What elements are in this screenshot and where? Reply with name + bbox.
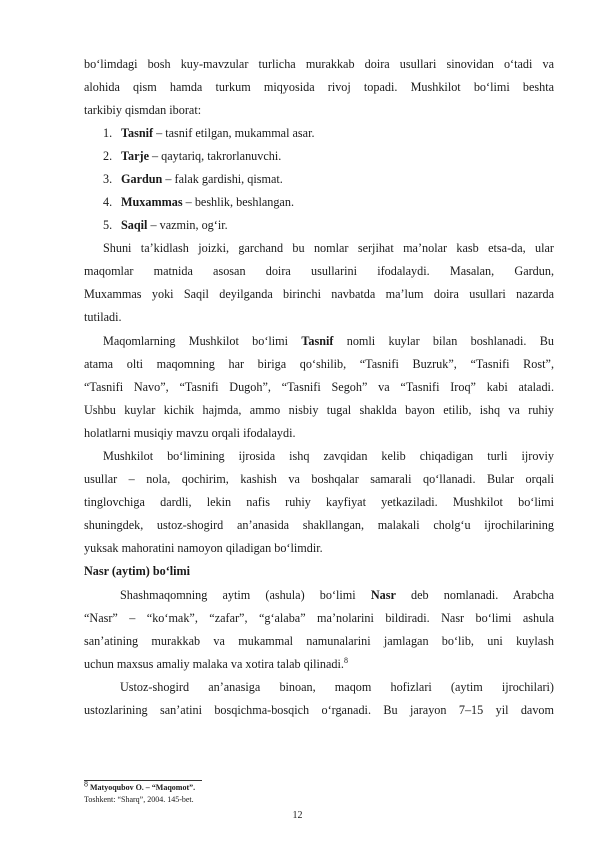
list-item [103, 125, 315, 141]
list-item [103, 194, 294, 210]
text-line: Mushkilot bo‘limining ijrosida ishq zavqidan kelib chiqadigan turli ijroviy [103, 449, 554, 463]
list-term: Muxammas [121, 195, 183, 209]
list-item [103, 148, 281, 164]
list-number: 4. [103, 195, 113, 209]
list-desc: – falak gardishi, qismat. [162, 172, 283, 186]
text-span: Maqomlarning Mushkilot bo‘limi [103, 334, 302, 348]
text-line: bo‘limdagi bosh kuy-mavzular turlicha murakkab doira usullari sinovidan o‘tadi va [84, 57, 554, 71]
list-desc: – beshlik, beshlangan. [182, 195, 294, 209]
text-line: “Tasnifi Navo”, “Tasnifi Dugoh”, “Tasnifi Segoh” va “Tasnifi Iroq” kabi ataladi. [84, 380, 554, 394]
list-number: 2. [103, 149, 113, 163]
term-bold: Nasr [370, 588, 396, 602]
list-term: Saqil [121, 218, 148, 232]
list-desc: – qaytariq, takrorlanuvchi. [148, 149, 282, 163]
page-number: 12 [292, 810, 303, 821]
text-line: usullar – nola, qochirim, kashish va boshqalar samarali qo‘llanadi. Bular orqali [84, 472, 554, 486]
text-span: Shashmaqomning aytim (ashula) bo‘limi [120, 588, 371, 602]
list-term: Tarje [121, 149, 149, 163]
footnote-separator [84, 780, 202, 781]
text-line [120, 587, 554, 603]
text-line: yuksak mahoratini namoyon qiladigan bo‘limdir. [84, 541, 323, 555]
text-line: holatlarni musiqiy mavzu orqali ifodalaydi. [84, 426, 296, 440]
list-number: 1. [103, 126, 113, 140]
footnote-reference: Matyoqubov O. – “Maqomot”. [88, 783, 196, 792]
footnote-number: 8 [84, 779, 88, 789]
text-span: deb nomlanadi. Arabcha [395, 588, 554, 602]
footnote [84, 779, 196, 793]
text-line: “Nasr” – “ko‘mak”, “zafar”, “g‘alaba” ma’nolarini bildiradi. Nasr bo‘limi ashula [84, 611, 554, 625]
text-span: uchun maxsus amaliy malaka va xotira talab qilinadi. [84, 657, 344, 671]
footnote-ref: 8 [343, 655, 348, 665]
text-line: Muxammas yoki Saqil deyilganda birinchi navbatda ma’lum doira usullari nazarda [84, 287, 554, 301]
list-number: 5. [103, 218, 113, 232]
list-item [103, 171, 283, 187]
text-line: san’atining murakkab va mukammal namunalarini jamlagan bo‘lib, uni kuylash [84, 634, 554, 648]
text-line: Ushbu kuylar kichik hajmda, ammo nisbiy tugal shaklda bayon etilib, ishq va ruhiy [84, 403, 554, 417]
text-line: shuningdek, ustoz-shogird an’anasida shakllangan, malakali cholg‘u ijrochilarining [84, 518, 554, 532]
text-line [103, 333, 554, 349]
list-item [103, 217, 228, 233]
text-line: atama olti maqomning har biriga qo‘shilib, “Tasnifi Buzruk”, “Tasnifi Rost”, [84, 357, 554, 371]
text-line: Shuni ta’kidlash joizki, garchand bu nomlar serjihat ma’nolar kasb etsa-da, ular [103, 241, 554, 255]
text-line: ustozlarining san’atini bosqichma-bosqich o‘rganadi. Bu jarayon 7–15 yil davom [84, 703, 554, 717]
list-desc: – tasnif etilgan, mukammal asar. [153, 126, 315, 140]
section-heading: Nasr (aytim) bo‘limi [84, 564, 191, 578]
list-desc: – vazmin, og‘ir. [147, 218, 228, 232]
text-span: nomli kuylar bilan boshlanadi. Bu [333, 334, 554, 348]
list-term: Tasnif [121, 126, 154, 140]
text-line: tutiladi. [84, 310, 122, 324]
text-line: tarkibiy qismdan iborat: [84, 103, 202, 117]
term-bold: Tasnif [301, 334, 334, 348]
text-line [84, 656, 554, 672]
list-term: Gardun [121, 172, 163, 186]
text-line: tinglovchiga dardli, lekin nafis ruhiy kayfiyat yetkaziladi. Mushkilot bo‘limi [84, 495, 554, 509]
footnote-publisher: Toshkent: “Sharq”, 2004. 145-bet. [84, 795, 194, 804]
text-line: maqomlar matnida asosan doira usullarini ifodalaydi. Masalan, Gardun, [84, 264, 554, 278]
text-line: Ustoz-shogird an’anasiga binoan, maqom hofizlari (aytim ijrochilari) [120, 680, 554, 694]
list-number: 3. [103, 172, 113, 186]
text-line: alohida qism hamda turkum miqyosida rivoj topadi. Mushkilot bo‘limi beshta [84, 80, 554, 94]
